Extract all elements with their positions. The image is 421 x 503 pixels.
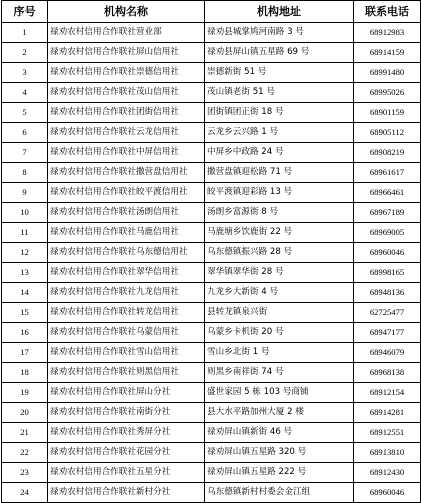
table-row <box>2 403 421 423</box>
table-row <box>2 183 421 203</box>
table-row <box>2 203 421 223</box>
cell-name: 禄劝农村信用合作联社云龙信用社 <box>48 123 205 143</box>
table-row <box>2 103 421 123</box>
cell-address: 撒营盘镇迎松路 71 号 <box>205 163 354 183</box>
table-row <box>2 463 421 483</box>
cell-no: 12 <box>2 243 48 263</box>
header-name: 机构名称 <box>48 1 205 23</box>
cell-no: 24 <box>2 483 48 503</box>
table-row <box>2 243 421 263</box>
table-row <box>2 383 421 403</box>
cell-no: 19 <box>2 383 48 403</box>
cell-name: 禄劝农村信用合作联社营业部 <box>48 23 205 43</box>
table-row <box>2 443 421 463</box>
cell-phone: 68914159 <box>354 43 421 63</box>
table-row <box>2 163 421 183</box>
cell-no: 7 <box>2 143 48 163</box>
table-row <box>2 423 421 443</box>
table-row <box>2 283 421 303</box>
table-header-row <box>2 1 421 23</box>
table-row <box>2 363 421 383</box>
cell-address: 团街镇团正街 18 号 <box>205 103 354 123</box>
cell-phone: 68914281 <box>354 403 421 423</box>
cell-no: 4 <box>2 83 48 103</box>
cell-name: 禄劝农村信用合作联社新村分社 <box>48 483 205 503</box>
cell-name: 禄劝农村信用合作联社雪山信用社 <box>48 343 205 363</box>
cell-name: 禄劝农村信用合作联社茂山信用社 <box>48 83 205 103</box>
cell-address: 禄劝县屏山镇五星路 69 号 <box>205 43 354 63</box>
cell-address: 禄劝屏山镇五星路 222 号 <box>205 463 354 483</box>
table-row <box>2 223 421 243</box>
cell-name: 禄劝农村信用合作联社屏山信用社 <box>48 43 205 63</box>
cell-no: 21 <box>2 423 48 443</box>
cell-address: 茂山镇老街 51 号 <box>205 83 354 103</box>
cell-no: 23 <box>2 463 48 483</box>
cell-phone: 68960046 <box>354 243 421 263</box>
header-phone: 联系电话 <box>354 1 421 23</box>
cell-name: 禄劝农村信用合作联社翠华信用社 <box>48 263 205 283</box>
cell-phone: 68968138 <box>354 363 421 383</box>
cell-name: 禄劝农村信用合作联社马鹿信用社 <box>48 223 205 243</box>
table-row <box>2 323 421 343</box>
cell-no: 8 <box>2 163 48 183</box>
cell-phone: 68946079 <box>354 343 421 363</box>
cell-address: 县大水平路加州大厦 2 楼 <box>205 403 354 423</box>
cell-address: 翠华镇翠华街 28 号 <box>205 263 354 283</box>
cell-phone: 68912154 <box>354 383 421 403</box>
cell-no: 22 <box>2 443 48 463</box>
table-row <box>2 303 421 323</box>
cell-no: 6 <box>2 123 48 143</box>
cell-no: 2 <box>2 43 48 63</box>
table-row <box>2 63 421 83</box>
cell-phone: 68908219 <box>354 143 421 163</box>
branch-directory-table <box>1 0 421 503</box>
cell-phone: 68995026 <box>354 83 421 103</box>
cell-name: 禄劝农村信用合作联社团街信用社 <box>48 103 205 123</box>
cell-address: 云龙乡云兴路 1 号 <box>205 123 354 143</box>
cell-phone: 68960046 <box>354 483 421 503</box>
cell-address: 盛世家园 5 栋 103 号商铺 <box>205 383 354 403</box>
cell-name: 禄劝农村信用合作联社南街分社 <box>48 403 205 423</box>
cell-phone: 62725477 <box>354 303 421 323</box>
cell-phone: 68967189 <box>354 203 421 223</box>
cell-phone: 68991480 <box>354 63 421 83</box>
cell-name: 禄劝农村信用合作联社撒营盘信用社 <box>48 163 205 183</box>
cell-name: 禄劝农村信用合作联社屏山分社 <box>48 383 205 403</box>
cell-name: 禄劝农村信用合作联社则黑信用社 <box>48 363 205 383</box>
table-row <box>2 43 421 63</box>
cell-address: 雪山乡北街 1 号 <box>205 343 354 363</box>
table-row <box>2 143 421 163</box>
cell-name: 禄劝农村信用合作联社汤朗信用社 <box>48 203 205 223</box>
cell-phone: 68966461 <box>354 183 421 203</box>
cell-no: 20 <box>2 403 48 423</box>
cell-name: 禄劝农村信用合作联社崇德信用社 <box>48 63 205 83</box>
cell-address: 汤朗乡富源街 8 号 <box>205 203 354 223</box>
cell-name: 禄劝农村信用合作联社皎平渡信用社 <box>48 183 205 203</box>
cell-address: 中屏乡中政路 24 号 <box>205 143 354 163</box>
cell-phone: 68912983 <box>354 23 421 43</box>
cell-phone: 68913810 <box>354 443 421 463</box>
cell-address: 九龙乡大新街 4 号 <box>205 283 354 303</box>
cell-address: 崇德新街 51 号 <box>205 63 354 83</box>
table-row <box>2 123 421 143</box>
cell-name: 禄劝农村信用合作联社乌东德信用社 <box>48 243 205 263</box>
table-row <box>2 83 421 103</box>
table-row <box>2 343 421 363</box>
cell-phone: 68961617 <box>354 163 421 183</box>
cell-address: 禄劝屏山镇新街 46 号 <box>205 423 354 443</box>
cell-name: 禄劝农村信用合作联社转龙信用社 <box>48 303 205 323</box>
cell-address: 禄劝县城掌鸠河南路 3 号 <box>205 23 354 43</box>
cell-no: 5 <box>2 103 48 123</box>
cell-name: 禄劝农村信用合作联社九龙信用社 <box>48 283 205 303</box>
cell-address: 皎平渡镇迎彩路 13 号 <box>205 183 354 203</box>
cell-address: 则黑乡南祥街 74 号 <box>205 363 354 383</box>
table-row <box>2 23 421 43</box>
cell-no: 9 <box>2 183 48 203</box>
table-row <box>2 263 421 283</box>
cell-address: 县转龙镇泉兴街 <box>205 303 354 323</box>
cell-phone: 68998165 <box>354 263 421 283</box>
cell-name: 禄劝农村信用合作联社中屏信用社 <box>48 143 205 163</box>
cell-phone: 68912551 <box>354 423 421 443</box>
cell-address: 乌东德镇振兴路 28 号 <box>205 243 354 263</box>
cell-no: 1 <box>2 23 48 43</box>
cell-address: 乌东德镇新村村委会金江组 <box>205 483 354 503</box>
cell-no: 16 <box>2 323 48 343</box>
cell-phone: 68948136 <box>354 283 421 303</box>
cell-address: 乌蒙乡卡机街 20 号 <box>205 323 354 343</box>
cell-name: 禄劝农村信用合作联社花园分社 <box>48 443 205 463</box>
cell-name: 禄劝农村信用合作联社秀屏分社 <box>48 423 205 443</box>
cell-phone: 68912430 <box>354 463 421 483</box>
cell-no: 14 <box>2 283 48 303</box>
cell-no: 17 <box>2 343 48 363</box>
cell-phone: 68905112 <box>354 123 421 143</box>
cell-name: 禄劝农村信用合作联社乌蒙信用社 <box>48 323 205 343</box>
header-address: 机构地址 <box>205 1 354 23</box>
cell-address: 马鹿塘乡饮鹿街 22 号 <box>205 223 354 243</box>
cell-no: 18 <box>2 363 48 383</box>
cell-no: 15 <box>2 303 48 323</box>
table-body <box>2 23 421 503</box>
cell-no: 13 <box>2 263 48 283</box>
cell-address: 禄劝屏山镇五星路 320 号 <box>205 443 354 463</box>
cell-phone: 68947177 <box>354 323 421 343</box>
cell-phone: 68969005 <box>354 223 421 243</box>
header-no: 序号 <box>2 1 48 23</box>
cell-phone: 68901159 <box>354 103 421 123</box>
cell-no: 10 <box>2 203 48 223</box>
cell-name: 禄劝农村信用合作联社五星分社 <box>48 463 205 483</box>
cell-no: 3 <box>2 63 48 83</box>
cell-no: 11 <box>2 223 48 243</box>
